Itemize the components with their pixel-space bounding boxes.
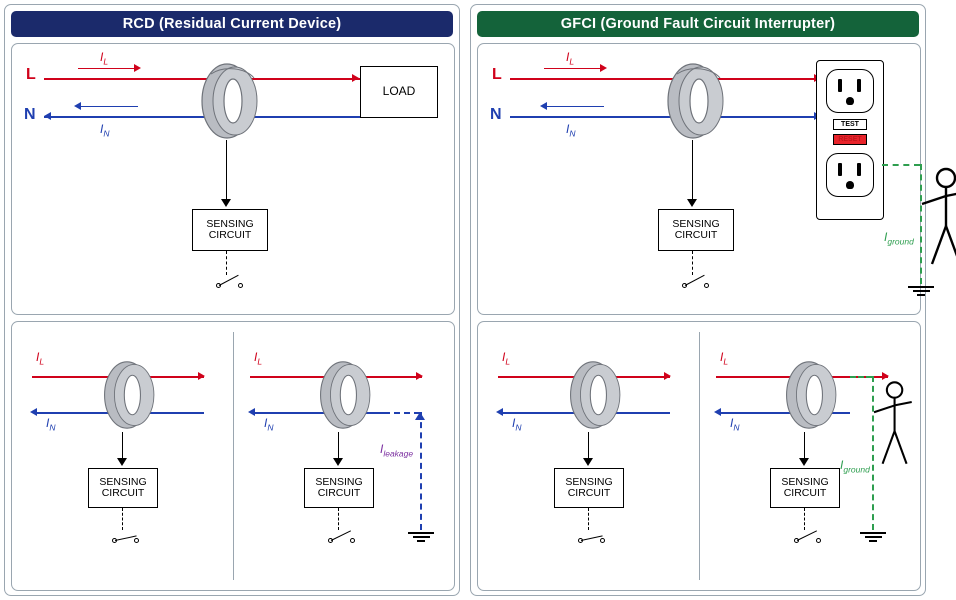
rcd-lr-label-IN: $I_N$	[264, 416, 274, 433]
rcd-IL-flow-arrow	[134, 64, 141, 72]
gfci-outlet-top-slot-left	[838, 79, 842, 92]
gfci-main-diagram	[477, 43, 921, 315]
rcd-ll-sense-arrow	[117, 458, 127, 466]
gfci-IN-flow	[544, 106, 604, 107]
gfci-IL-flow-arrow	[600, 64, 607, 72]
rcd-lr-switch-blade	[331, 530, 351, 541]
rcd-ll-ct-toroid	[88, 360, 166, 430]
rcd-neutral-arrowhead	[44, 112, 51, 120]
gfci-lr-label-Iground: $I_{ground}$	[840, 458, 870, 475]
gfci-outlet-bottom-slot-right	[857, 163, 861, 176]
gfci-receptacle	[816, 60, 884, 220]
rcd-ll-label-IL: $I_L$	[36, 350, 45, 367]
rcd-label-IN: $I_N$	[100, 122, 110, 139]
gfci-ll-neutral-arrow	[496, 408, 503, 416]
rcd-lr-neutral-arrow	[248, 408, 255, 416]
gfci-lr-person-icon	[862, 374, 922, 478]
rcd-ll-switch-contact-right	[134, 538, 139, 543]
gfci-lower-diagrams	[477, 321, 921, 591]
rcd-ll-sense-connector	[122, 432, 123, 460]
gfci-label-IN: $I_N$	[566, 122, 576, 139]
rcd-IN-flow-arrow	[74, 102, 81, 110]
rcd-terminal-L: L	[26, 66, 36, 83]
rcd-main-diagram	[11, 43, 455, 315]
gfci-outlet-bottom-slot-left	[838, 163, 842, 176]
rcd-lr-sense-arrow	[333, 458, 343, 466]
gfci-ll-line-arrow	[664, 372, 671, 380]
rcd-ll-sensing-circuit: SENSING CIRCUIT	[88, 468, 158, 508]
gfci-switch-contact-right	[704, 283, 709, 288]
rcd-lr-trip-link	[338, 508, 339, 530]
gfci-lr-trip-link	[804, 508, 805, 530]
gfci-lr-label-IL: $I_L$	[720, 350, 729, 367]
gfci-ll-sense-arrow	[583, 458, 593, 466]
rcd-lower-diagrams	[11, 321, 455, 591]
gfci-outlet-bottom	[826, 153, 874, 197]
panel-title-gfci: GFCI (Ground Fault Circuit Interrupter)	[477, 11, 919, 37]
gfci-ct-toroid	[650, 62, 736, 140]
gfci-lr-label-IN: $I_N$	[730, 416, 740, 433]
gfci-sense-connector	[692, 140, 693, 202]
rcd-terminal-N: N	[24, 106, 36, 123]
rcd-IN-flow	[78, 106, 138, 107]
rcd-lr-sense-connector	[338, 432, 339, 460]
rcd-ll-label-IN: $I_N$	[46, 416, 56, 433]
rcd-ct-toroid	[184, 62, 270, 140]
rcd-label-leakage: $I_{leakage}$	[380, 442, 414, 459]
gfci-ll-sensing-circuit: SENSING CIRCUIT	[554, 468, 624, 508]
gfci-IL-flow	[544, 68, 604, 69]
gfci-sense-arrowhead	[687, 199, 697, 207]
rcd-lr-sensing-circuit: SENSING CIRCUIT	[304, 468, 374, 508]
gfci-lr-earth-ground-symbol	[860, 530, 886, 542]
gfci-reset-button[interactable]: RESET	[833, 134, 867, 145]
rcd-switch-blade	[219, 275, 239, 286]
gfci-lr-sense-arrow	[799, 458, 809, 466]
rcd-label-IL: $I_L$	[100, 50, 109, 67]
rcd-IL-flow	[78, 68, 138, 69]
gfci-lr-neutral-arrow	[714, 408, 721, 416]
gfci-ll-ct-toroid	[554, 360, 632, 430]
gfci-terminal-N: N	[490, 106, 502, 123]
gfci-lr-ct-toroid	[770, 360, 848, 430]
gfci-person-icon	[908, 164, 956, 276]
rcd-lr-switch-contact-right	[350, 538, 355, 543]
gfci-ll-trip-link	[588, 508, 589, 530]
gfci-lr-switch-blade	[797, 530, 817, 541]
gfci-ll-switch-contact-right	[600, 538, 605, 543]
panel-gfci	[470, 4, 926, 596]
rcd-switch-contact-right	[238, 283, 243, 288]
gfci-ll-sense-connector	[588, 432, 589, 460]
gfci-outlet-top-slot-right	[857, 79, 861, 92]
gfci-outlet-top	[826, 69, 874, 113]
gfci-switch-blade	[685, 275, 705, 286]
gfci-lr-switch-contact-right	[816, 538, 821, 543]
rcd-load-box: LOAD	[360, 66, 438, 118]
rcd-line-arrowhead	[352, 74, 359, 82]
gfci-IN-flow-arrow	[540, 102, 547, 110]
gfci-label-IL: $I_L$	[566, 50, 575, 67]
gfci-sensing-circuit: SENSING CIRCUIT	[658, 209, 734, 251]
gfci-lr-sense-connector	[804, 432, 805, 460]
gfci-ll-label-IL: $I_L$	[502, 350, 511, 367]
rcd-sense-arrowhead	[221, 199, 231, 207]
gfci-test-button[interactable]: TEST	[833, 119, 867, 130]
rcd-ll-neutral-arrow	[30, 408, 37, 416]
rcd-sensing-circuit: SENSING CIRCUIT	[192, 209, 268, 251]
gfci-lr-sensing-circuit: SENSING CIRCUIT	[770, 468, 840, 508]
gfci-ll-label-IN: $I_N$	[512, 416, 522, 433]
rcd-lr-ct-toroid	[304, 360, 382, 430]
gfci-lower-divider	[699, 332, 700, 580]
rcd-sense-connector	[226, 140, 227, 202]
rcd-leakage-arrowhead	[415, 412, 425, 420]
gfci-terminal-L: L	[492, 66, 502, 83]
rcd-lr-label-IL: $I_L$	[254, 350, 263, 367]
rcd-leakage-ground-symbol	[408, 530, 434, 542]
gfci-outlet-bottom-ground-pin	[846, 181, 854, 189]
rcd-ll-line-arrow	[198, 372, 205, 380]
panel-rcd	[4, 4, 460, 596]
panel-title-rcd: RCD (Residual Current Device)	[11, 11, 453, 37]
rcd-lr-line-arrow	[416, 372, 423, 380]
gfci-outlet-top-ground-pin	[846, 97, 854, 105]
rcd-ll-trip-link	[122, 508, 123, 530]
rcd-trip-link	[226, 251, 227, 275]
gfci-earth-ground-symbol	[908, 284, 934, 296]
gfci-trip-link	[692, 251, 693, 275]
rcd-leakage-path-v	[420, 412, 422, 530]
rcd-lower-divider	[233, 332, 234, 580]
gfci-label-Iground: $I_{ground}$	[884, 230, 914, 247]
